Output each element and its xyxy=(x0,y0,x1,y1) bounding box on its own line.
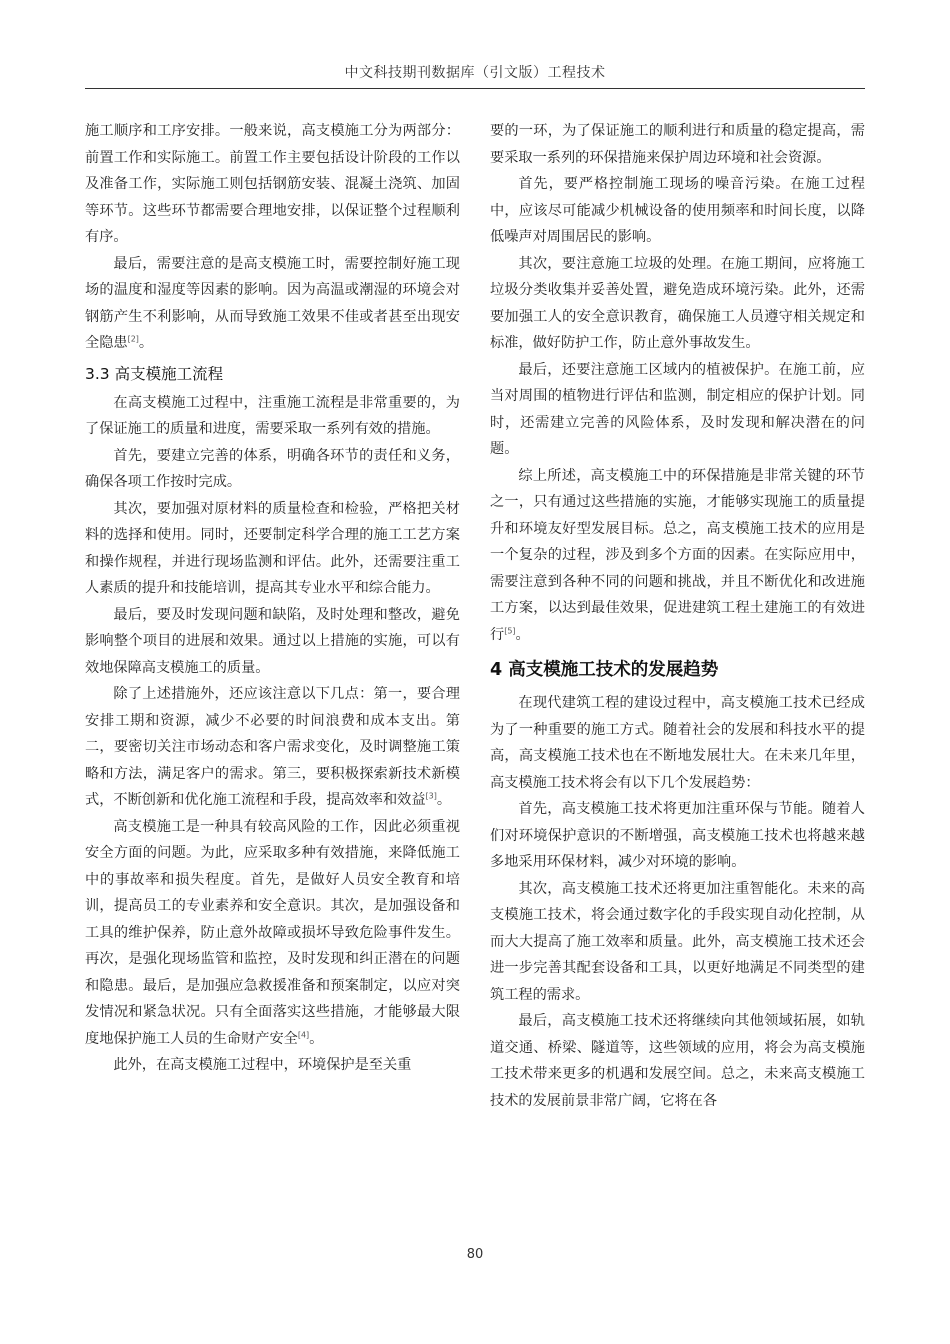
paragraph: 首先，要建立完善的体系，明确各环节的责任和义务，确保各项工作按时完成。 xyxy=(85,447,460,490)
left-column xyxy=(85,118,460,1079)
citation[interactable]: [4] xyxy=(297,1029,310,1039)
paragraph: 施工顺序和工序安排。一般来说，高支模施工分为两部分：前置工作和实际施工。前置工作主要包括设计阶段的工作以及准备工作，实际施工则包括钢筋安装、混凝土浇筑、加固等环节。这些环节都需要合理地安排，以保证整个过程顺利有序。 xyxy=(85,123,460,245)
citation[interactable]: [3] xyxy=(425,791,437,801)
paragraph: 除了上述措施外，还应该注意以下几点：第一，要合理安排工期和资源，减少不必要的时间浪费和成本支出。第二，要密切关注市场动态和客户需求变化，及时调整施工策略和方法，满足客户的需求。第三，要积极探索新技术新模式，不断创新和优化施工流程和手段，提高效率和效益[3]。 xyxy=(85,686,460,808)
journal-header: 中文科技期刊数据库（引文版）工程技术 xyxy=(344,65,606,81)
paragraph: 最后，要及时发现问题和缺陷，及时处理和整改，避免影响整个项目的进展和效果。通过以上措施的实施，可以有效地保障高支模施工的质量。 xyxy=(85,606,460,676)
section-heading-4: 4 高支模施工技术的发展趋势 xyxy=(490,660,719,680)
paragraph: 此外，在高支模施工过程中，环境保护是至关重 xyxy=(113,1057,412,1073)
page-number: 80 xyxy=(466,1247,484,1262)
paragraph: 最后，高支模施工技术还将继续向其他领域拓展，如轨道交通、桥梁、隧道等，这些领域的应用，将会为高支模施工技术带来更多的机遇和发展空间。总之，未来高支模施工技术的发展前景非常广阔，它将在各 xyxy=(490,1013,865,1109)
paragraph: 其次，要加强对原材料的质量检查和检验，严格把关材料的选择和使用。同时，还要制定科学合理的施工工艺方案和操作规程，并进行现场监测和评估。此外，还需要注重工人素质的提升和技能培训，提高其专业水平和综合能力。 xyxy=(85,500,460,596)
citation[interactable]: [5] xyxy=(504,625,516,635)
citation[interactable]: [2] xyxy=(127,334,139,344)
header-rule xyxy=(85,88,865,89)
section-heading-3-3: 3.3 高支模施工流程 xyxy=(85,364,224,383)
paragraph: 在高支模施工过程中，注重施工流程是非常重要的，为了保证施工的质量和进度，需要采取一系列有效的措施。 xyxy=(85,394,460,437)
paragraph: 首先，高支模施工技术将更加注重环保与节能。随着人们对环境保护意识的不断增强，高支模施工技术也将越来越多地采用环保材料，减少对环境的影响。 xyxy=(490,801,865,870)
paragraph: 在现代建筑工程的建设过程中，高支模施工技术已经成为了一种重要的施工方式。随着社会的发展和科技水平的提高，高支模施工技术也在不断地发展壮大。在未来几年里，高支模施工技术将会有以下几个发展趋势： xyxy=(490,695,865,791)
paragraph: 高支模施工是一种具有较高风险的工作，因此必须重视安全方面的问题。为此，应采取多种有效措施，来降低施工中的事故率和损失程度。首先，是做好人员安全教育和培训，提高员工的专业素养和安全意识。其次，是加强设备和工具的维护保养，防止意外故障或损坏导致危险事件发生。再次，是强化现场监管和监控，及时发现和纠正潜在的问题和隐患。最后，是加强应急救援准备和预案制定，以应对突发情况和紧急状况。只有全面落实这些措施，才能够最大限度地保护施工人员的生命财产安全[4]。 xyxy=(85,818,460,1047)
right-column xyxy=(490,118,865,1114)
paragraph: 要的一环，为了保证施工的顺利进行和质量的稳定提高，需要采取一系列的环保措施来保护周边环境和社会资源。 xyxy=(490,123,865,166)
paragraph: 首先，要严格控制施工现场的噪音污染。在施工过程中，应该尽可能减少机械设备的使用频率和时间长度，以降低噪声对周围居民的影响。 xyxy=(490,176,865,245)
paragraph: 最后，还要注意施工区域内的植被保护。在施工前，应当对周围的植物进行评估和监测，制定相应的保护计划。同时，还需建立完善的风险体系，及时发现和解决潜在的问题。 xyxy=(490,361,865,457)
paragraph: 最后，需要注意的是高支模施工时，需要控制好施工现场的温度和湿度等因素的影响。因为高温或潮湿的环境会对钢筋产生不利影响，从而导致施工效果不佳或者甚至出现安全隐患[2]。 xyxy=(85,255,460,351)
paragraph: 其次，要注意施工垃圾的处理。在施工期间，应将施工垃圾分类收集并妥善处置，避免造成环境污染。此外，还需要加强工人的安全意识教育，确保施工人员遵守相关规定和标准，做好防护工作，防止意外事故发生。 xyxy=(490,255,865,351)
paragraph: 其次，高支模施工技术还将更加注重智能化。未来的高支模施工技术，将会通过数字化的手段实现自动化控制，从而大大提高了施工效率和质量。此外，高支模施工技术还会进一步完善其配套设备和工具，以更好地满足不同类型的建筑工程的需求。 xyxy=(490,880,865,1003)
paragraph: 综上所述，高支模施工中的环保措施是非常关键的环节之一，只有通过这些措施的实施，才能够实现施工的质量提升和环境友好型发展目标。总之，高支模施工技术的应用是一个复杂的过程，涉及到多个方面的因素。在实际应用中，需要注意到各种不同的问题和挑战，并且不断优化和改进施工方案，以达到最佳效果，促进建筑工程土建施工的有效进行[5]。 xyxy=(490,467,865,643)
